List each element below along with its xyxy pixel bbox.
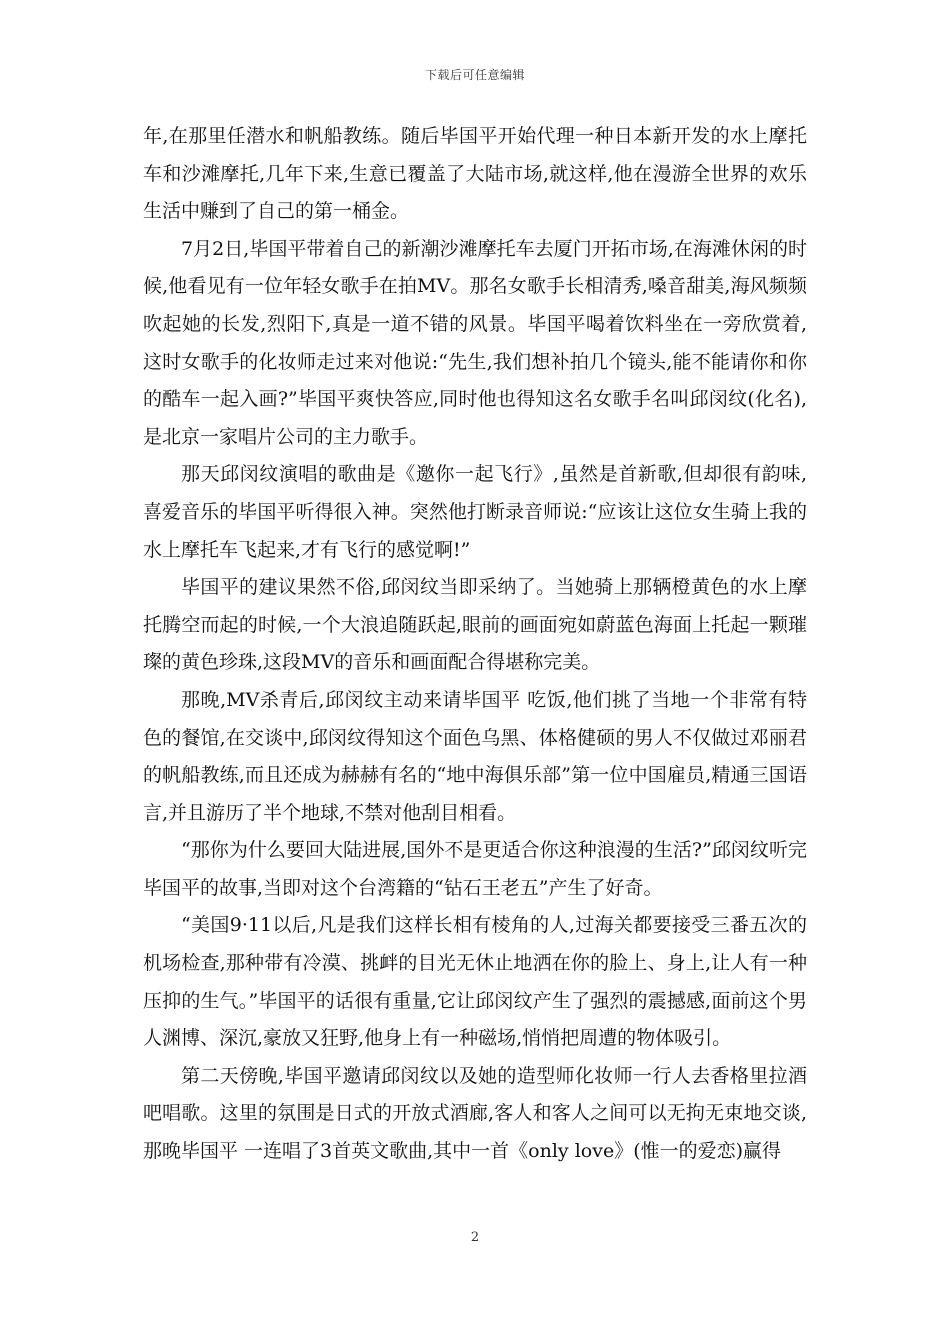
paragraph-3: 那天邱闵纹演唱的歌曲是《邀你一起飞行》,虽然是首新歌,但却很有韵味,喜爱音乐的毕国平听得很入神。突然他打断录音师说:“应该让这位女生骑上我的水上摩托车飞起来,才有飞行的感觉啊!”: [143, 463, 807, 561]
paragraph-5: 那晚,MV杀青后,邱闵纹主动来请毕国平 吃饭,他们挑了当地一个非常有特色的餐馆,在交谈中,邱闵纹得知这个面色乌黑、体格健硕的男人不仅做过邓丽君的帆船教练,而且还成为赫赫有名的“地中海俱乐部”第一位中国雇员,精通三国语言,并且游历了半个地球,不禁对他刮目相看。: [143, 688, 807, 824]
page-header-note: 下载后可任意编辑: [424, 68, 525, 82]
paragraph-2: 7月2日,毕国平带着自己的新潮沙滩摩托车去厦门开拓市场,在海滩休闲的时候,他看见有一位年轻女歌手在拍MV。那名女歌手长相清秀,嗓音甜美,海风频频吹起她的长发,烈阳下,真是一道不错的风景。毕国平喝着饮料坐在一旁欣赏着,这时女歌手的化妆师走过来对他说:“先生,我们想补拍几个镜头,能不能请你和你的酷车一起入画?”毕国平爽快答应,同时他也得知这名女歌手名叫邱闵纹(化名),是北京一家唱片公司的主力歌手。: [143, 237, 807, 448]
article-body: [143, 118, 807, 1171]
paragraph-8: 第二天傍晚,毕国平邀请邱闵纹以及她的造型师化妆师一行人去香格里拉酒吧唱歌。这里的氛围是日式的开放式酒廊,客人和客人之间可以无拘无束地交谈,那晚毕国平 一连唱了3首英文歌曲,其中一首《only love》(惟一的爱恋)赢得: [143, 1064, 807, 1163]
page-number: 2: [470, 1230, 480, 1245]
paragraph-1: 年,在那里任潜水和帆船教练。随后毕国平开始代理一种日本新开发的水上摩托车和沙滩摩托,几年下来,生意已覆盖了大陆市场,就这样,他在漫游全世界的欢乐生活中赚到了自己的第一桶金。: [143, 125, 807, 223]
paragraph-7: “美国9·11以后,凡是我们这样长相有棱角的人,过海关都要接受三番五次的机场检查,那种带有冷漠、挑衅的目光无休止地洒在你的脸上、身上,让人有一种压抑的生气。”毕国平的话很有重量,它让邱闵纹产生了强烈的震撼感,面前这个男人渊博、深沉,豪放又狂野,他身上有一种磁场,悄悄把周遭的物体吸引。: [143, 914, 807, 1050]
paragraph-4: 毕国平的建议果然不俗,邱闵纹当即采纳了。当她骑上那辆橙黄色的水上摩托腾空而起的时候,一个大浪追随跃起,眼前的画面宛如蔚蓝色海面上托起一颗璀璨的黄色珍珠,这段MV的音乐和画面配合得堪称完美。: [143, 576, 807, 674]
paragraph-6: “那你为什么要回大陆进展,国外不是更适合你这种浪漫的生活?”邱闵纹听完毕国平的故事,当即对这个台湾籍的“钻石王老五”产生了好奇。: [143, 839, 807, 899]
